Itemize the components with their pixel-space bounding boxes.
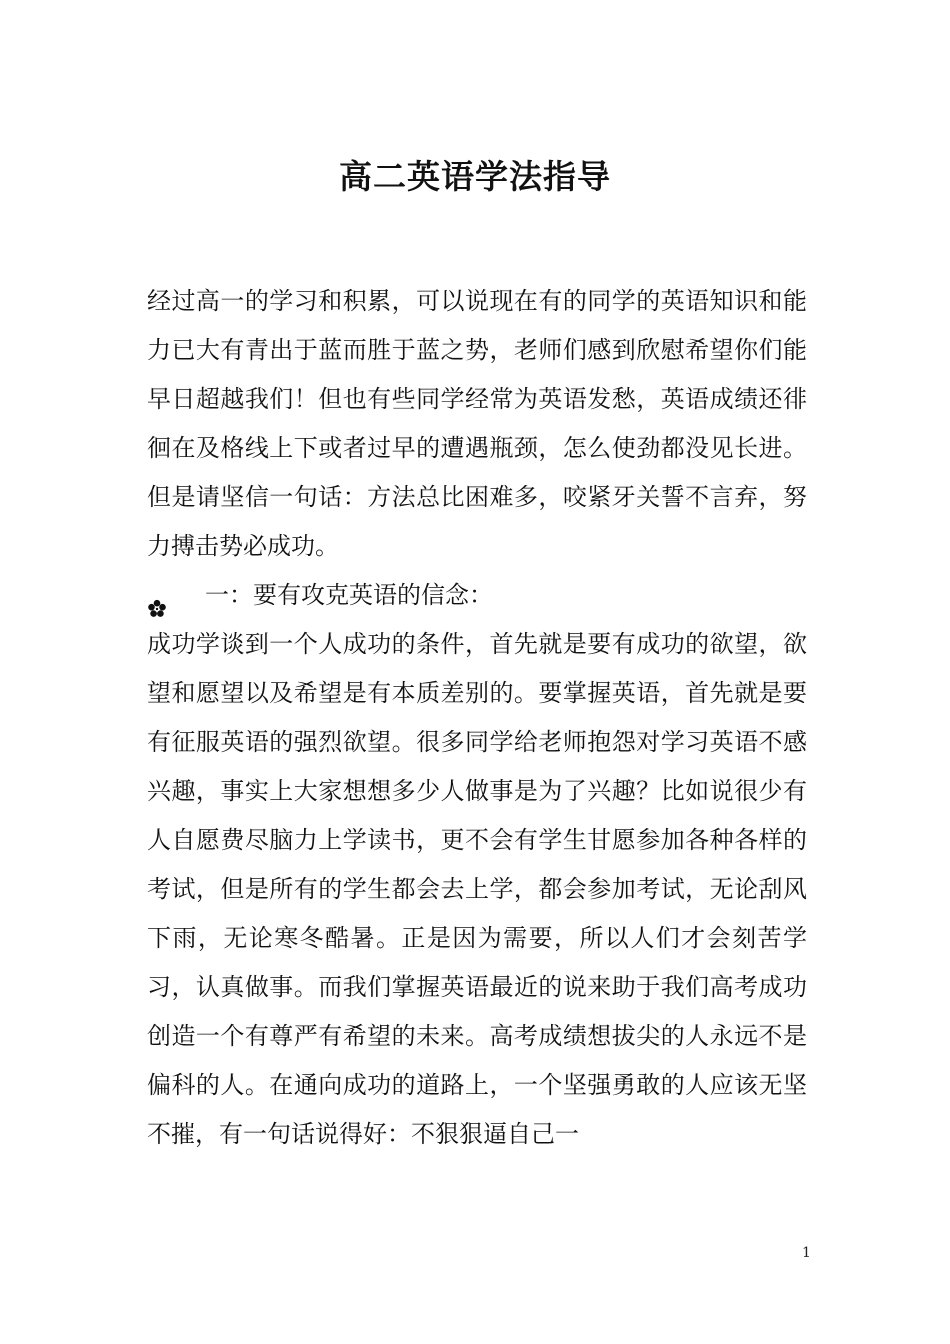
flower-bullet-icon — [147, 587, 167, 607]
document-title: 高二英语学法指导 — [339, 157, 611, 196]
section-1-paragraph: 成功学谈到一个人成功的条件，首先就是要有成功的欲望，欲望和愿望以及希望是有本质差别的。要掌握英语，首先就是要有征服英语的强烈欲望。很多同学给老师抱怨对学习英语不感兴趣，事实上大家想想多少人做事是为了兴趣？比如说很少有人自愿费尽脑力上学读书，更不会有学生甘愿参加各种各样的考试，但是所有的学生都会去上学，都会参加考试，无论刮风下雨，无论寒冬酷暑。正是因为需要，所以人们才会刻苦学习，认真做事。而我们掌握英语最近的说来助于我们高考成功创造一个有尊严有希望的未来。高考成绩想拔尖的人永远不是偏科的人。在通向成功的道路上，一个坚强勇敢的人应该无坚不摧，有一句话说得好：不狠狠逼自己一 — [147, 630, 807, 1148]
intro-paragraph: 经过高一的学习和积累，可以说现在有的同学的英语知识和能力已大有青出于蓝而胜于蓝之势，老师们感到欣慰希望你们能早日超越我们！但也有些同学经常为英语发愁，英语成绩还徘徊在及格线上下或者过早的遭遇瓶颈，怎么使劲都没见长进。但是请坚信一句话：方法总比困难多，咬紧牙关誓不言弃，努力搏击势必成功。 — [147, 287, 807, 560]
section-heading-text: 一：要有攻克英语的信念： — [205, 581, 493, 609]
document-body — [147, 277, 807, 1159]
section-heading-1 — [147, 571, 807, 620]
page-number: 1 — [802, 1245, 811, 1261]
